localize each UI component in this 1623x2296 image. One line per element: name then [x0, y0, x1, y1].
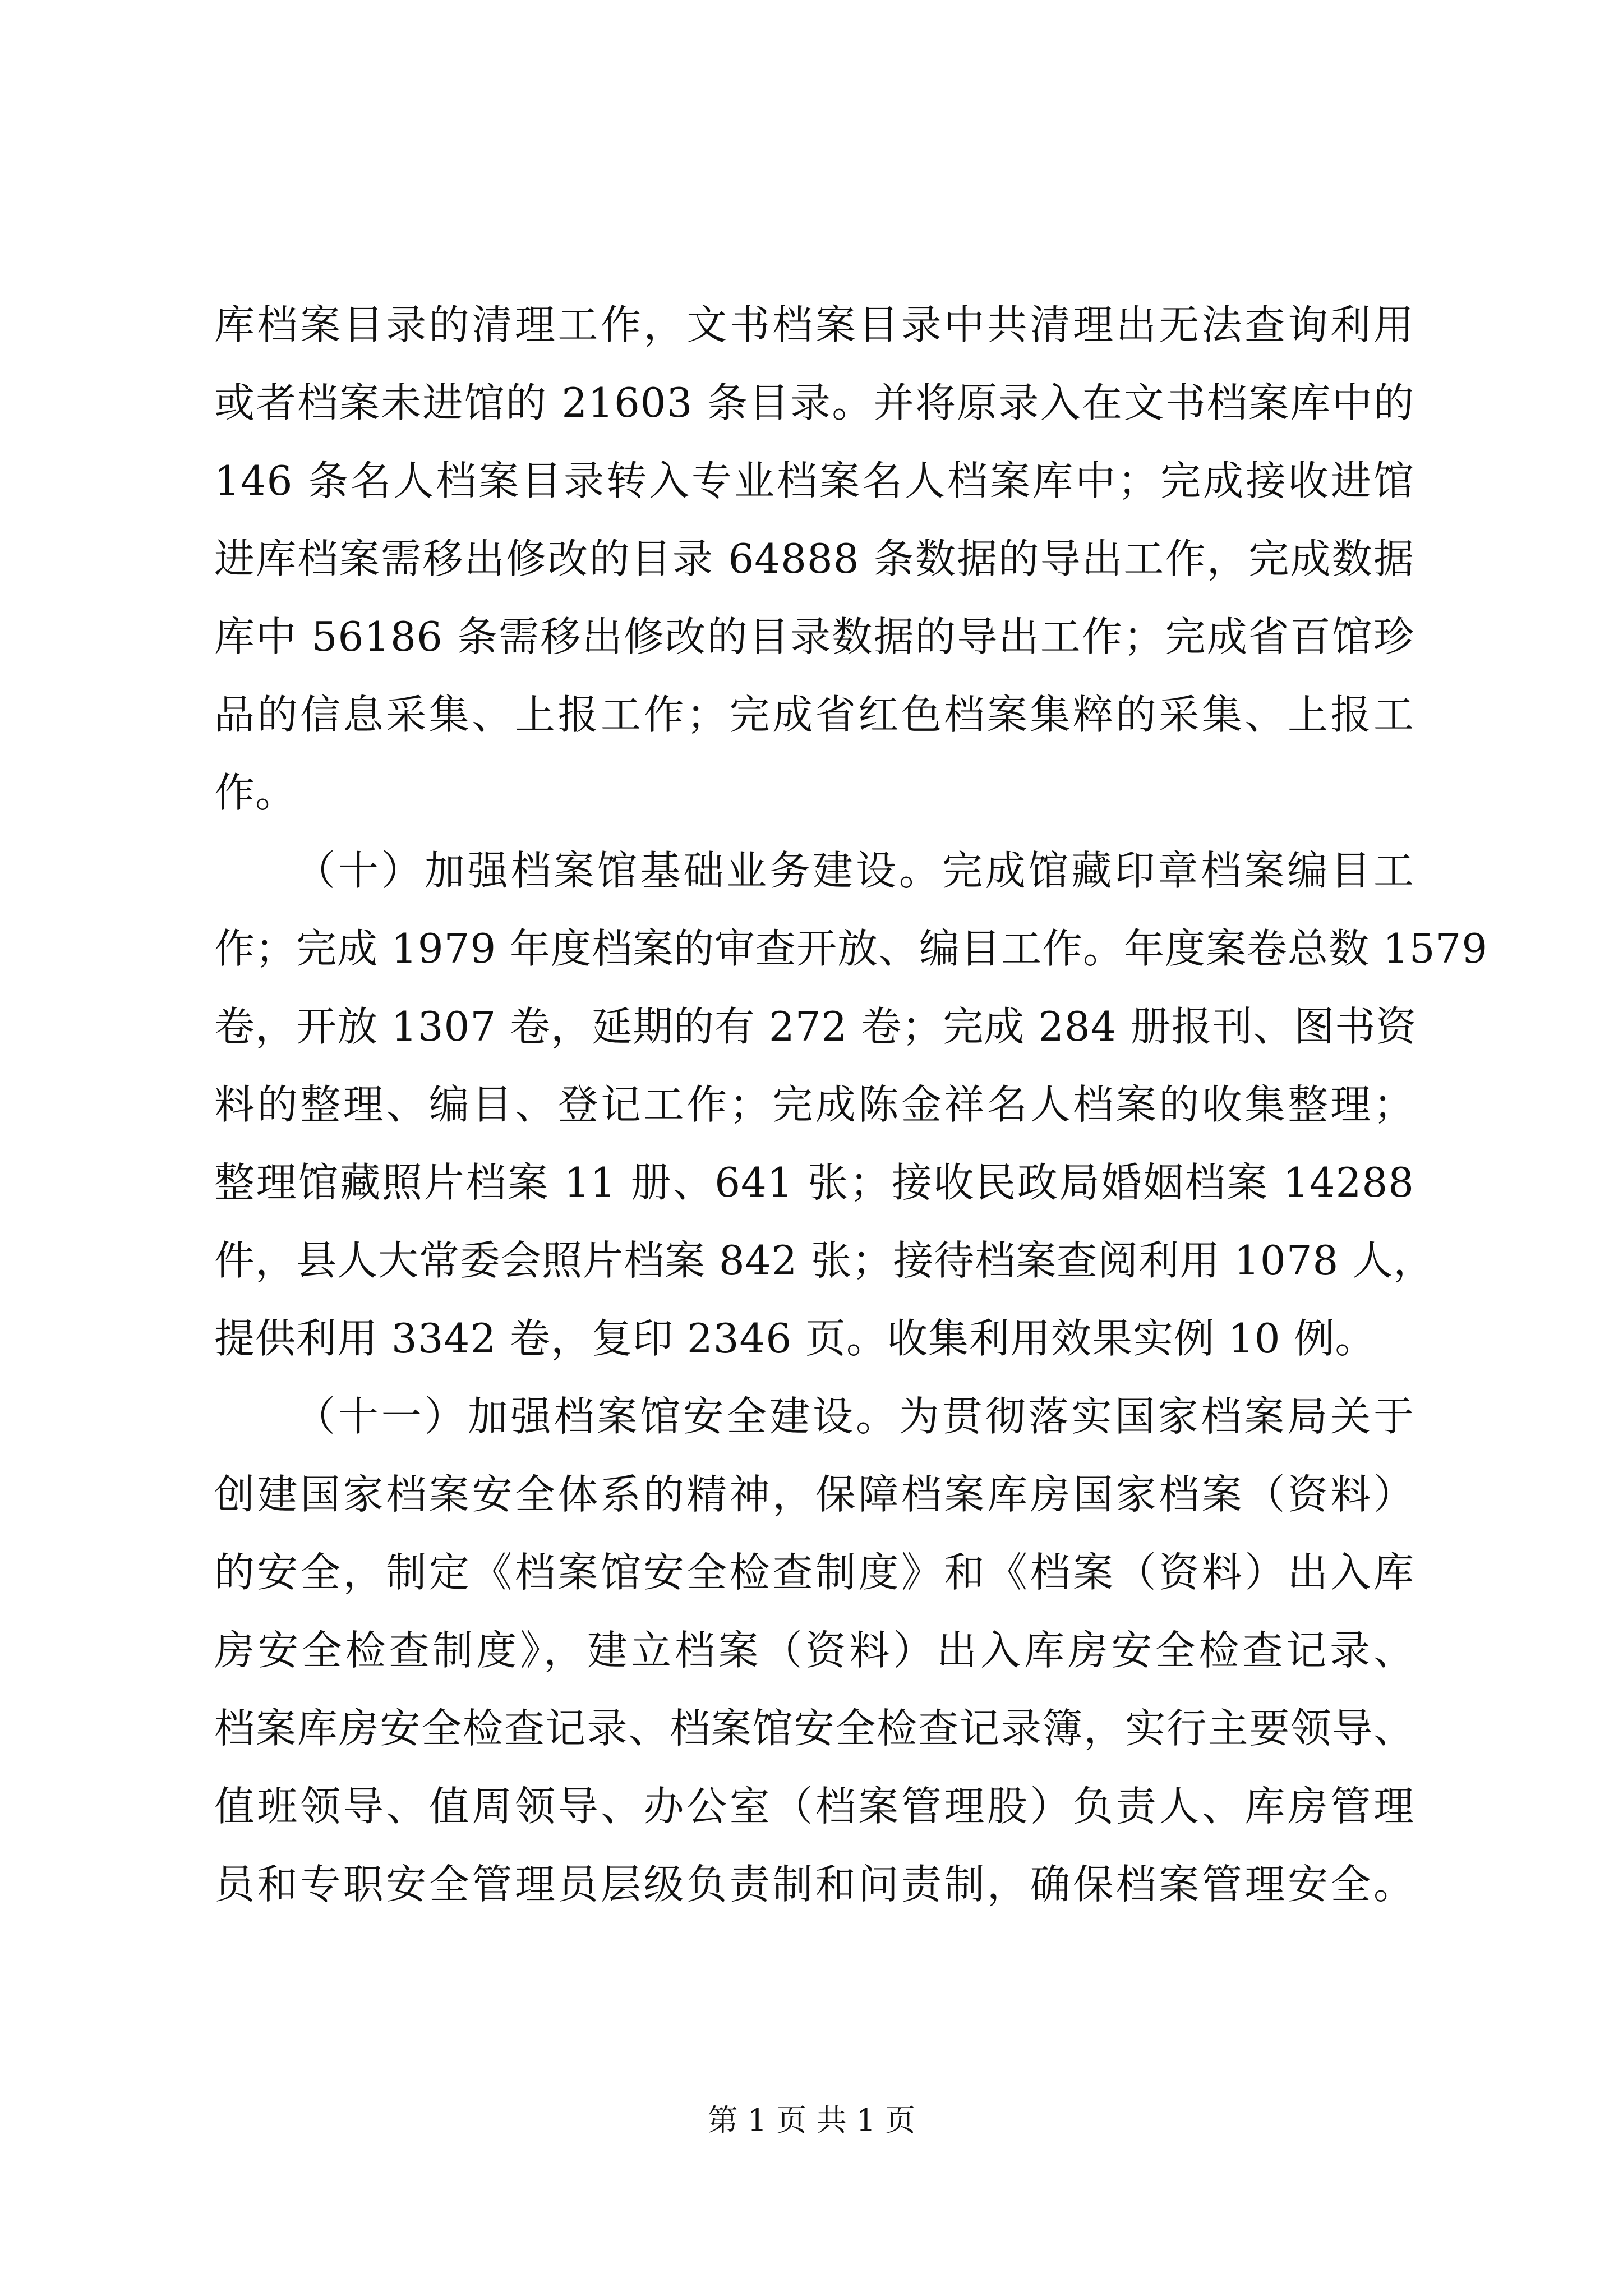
- text-line: 库档案目录的清理工作，文书档案目录中共清理出无法查询利用: [214, 301, 1414, 348]
- page-number-label: 第 1 页 共 1 页: [707, 2102, 916, 2138]
- text-line: 品的信息采集、上报工作；完成省红色档案集粹的采集、上报工: [214, 691, 1414, 738]
- text-line: 料的整理、编目、登记工作；完成陈金祥名人档案的收集整理；: [214, 1081, 1414, 1128]
- text-line: 房安全检查制度》，建立档案（资料）出入库房安全检查记录、: [214, 1627, 1414, 1674]
- text-line: 值班领导、值周领导、办公室（档案管理股）负责人、库房管理: [214, 1783, 1414, 1830]
- paragraph-heading-line: （十一）加强档案馆安全建设。为贯彻落实国家档案局关于: [295, 1393, 1414, 1440]
- text-line: 或者档案未进馆的 21603 条目录。并将原录入在文书档案库中的: [214, 379, 1414, 426]
- text-line: 卷，开放 1307 卷，延期的有 272 卷；完成 284 册报刊、图书资: [214, 1003, 1417, 1050]
- text-line: 员和专职安全管理员层级负责制和问责制，确保档案管理安全。: [214, 1861, 1414, 1908]
- text-line: 创建国家档案安全体系的精神，保障档案库房国家档案（资料）: [214, 1471, 1414, 1518]
- text-line: 146 条名人档案目录转入专业档案名人档案库中；完成接收进馆: [214, 457, 1414, 504]
- text-line: 档案库房安全检查记录、档案馆安全检查记录簿，实行主要领导、: [214, 1705, 1414, 1752]
- text-line: 作。: [214, 769, 297, 816]
- document-body: [214, 286, 1488, 1924]
- text-line: 件，县人大常委会照片档案 842 张；接待档案查阅利用 1078 人，: [214, 1237, 1435, 1284]
- text-line: 库中 56186 条需移出修改的目录数据的导出工作；完成省百馆珍: [214, 613, 1414, 660]
- text-line: 作；完成 1979 年度档案的审查开放、编目工作。年度案卷总数 1579: [214, 925, 1488, 972]
- text-line: 的安全，制定《档案馆安全检查制度》和《档案（资料）出入库: [214, 1549, 1414, 1596]
- text-line: 整理馆藏照片档案 11 册、641 张；接收民政局婚姻档案 14288: [214, 1159, 1414, 1206]
- text-line: 提供利用 3342 卷，复印 2346 页。收集利用效果实例 10 例。: [214, 1315, 1376, 1362]
- text-line: 进库档案需移出修改的目录 64888 条数据的导出工作，完成数据: [214, 535, 1414, 582]
- page-footer: [0, 2101, 1623, 2140]
- paragraph-heading-line: （十）加强档案馆基础业务建设。完成馆藏印章档案编目工: [295, 847, 1414, 894]
